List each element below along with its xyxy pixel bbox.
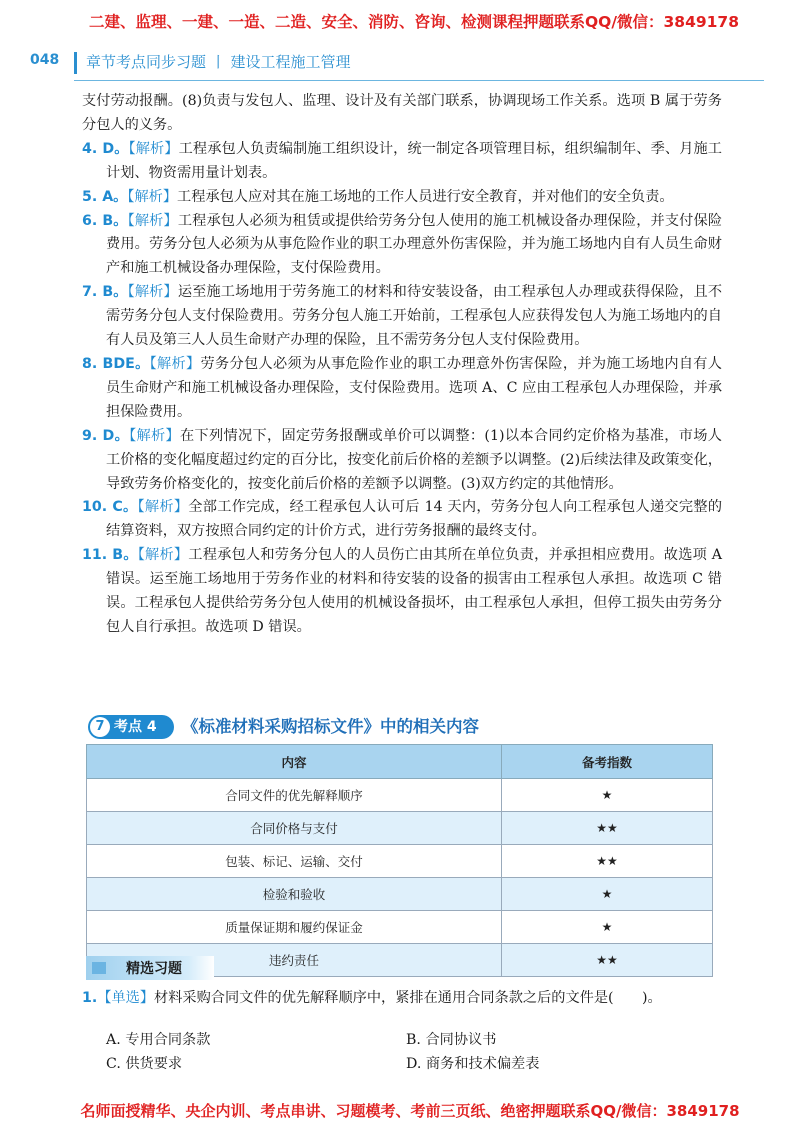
answer-text: 运至施工场地用于劳务施工的材料和待安装设备，由工程承包人办理或获得保险，且不需劳务分包人支付保险费用。劳务分包人施工开始前，工程承包人应获得发包人为施工场地内的自有人员及第三人人员生命财产办理的保险，且不需劳务分包人支付保险费用。 [106, 284, 723, 349]
section-square-icon [92, 962, 106, 974]
option-c: C. 供货要求 [106, 1056, 183, 1072]
key-point-title: 《标准材料采购招标文件》中的相关内容 [182, 717, 479, 736]
table-cell-stars: ★★ [502, 944, 713, 977]
answer-number: 4. D。 [82, 140, 129, 157]
table-cell-stars: ★ [502, 878, 713, 911]
table-row [87, 911, 713, 944]
answer-text: 劳务分包人必须为从事危险作业的职工办理意外伤害保险，并为施工场地内自有人员生命财产和施工机械设备办理保险，支付保险费用。选项 A、C 应由工程承包人办理保险，并承担保险费用。 [106, 355, 722, 420]
answer-number: 7. B。 [82, 284, 128, 301]
answer-item [82, 210, 722, 282]
key-point-table [86, 744, 713, 977]
answer-text: 在下列情况下，固定劳务报酬或单价可以调整：(1)以本合同约定价格为基准，市场人工价格的变化幅度超过约定的百分比，按变化前后价格的差额予以调整。(2)后续法律及政策变化，导致劳务价格变化的，按变化前后价格的差额予以调整。(3)双方约定的其他情形。 [106, 427, 722, 492]
table-row [87, 845, 713, 878]
top-banner: 二建、监理、一建、一造、二造、安全、消防、咨询、检测课程押题联系QQ/微信：3849178 [88, 13, 739, 31]
analysis-tag: 【解析】 [137, 499, 189, 516]
analysis-tag: 【解析】 [129, 427, 180, 444]
table-cell-stars: ★ [502, 779, 713, 812]
answer-number: 6. B。 [82, 212, 128, 229]
answer-item [82, 544, 722, 640]
table-cell-content: 违约责任 [87, 944, 502, 977]
question-type-tag: 【单选】 [97, 990, 155, 1006]
answer-text: 工程承包人负责编制施工组织设计，统一制定各项管理目标，组织编制年、季、月施工计划、物资需用量计划表。 [106, 140, 722, 181]
table-cell-content: 检验和验收 [87, 878, 502, 911]
answer-item [82, 138, 722, 186]
table-cell-stars: ★★ [502, 845, 713, 878]
answer-number: 8. BDE。 [82, 355, 150, 372]
analysis-tag: 【解析】 [127, 212, 178, 229]
header-rule [74, 80, 764, 81]
table-row [87, 779, 713, 812]
question-number: 1. [82, 990, 98, 1006]
page-number: 048 [30, 52, 60, 68]
option-d: D. 商务和技术偏差表 [406, 1056, 540, 1072]
table-cell-content: 合同文件的优先解释顺序 [87, 779, 502, 812]
table-cell-content: 合同价格与支付 [87, 812, 502, 845]
footer-banner: 名师面授精华、央企内训、考点串讲、习题模考、考前三页纸、绝密押题联系QQ/微信：3849178 [80, 1102, 740, 1120]
header-title: 章节考点同步习题 丨 建设工程施工管理 [86, 53, 351, 71]
analysis-tag: 【解析】 [137, 547, 189, 564]
option-b: B. 合同协议书 [406, 1032, 497, 1048]
continuation-text: 支付劳动报酬。(8)负责与发包人、监理、设计及有关部门联系，协调现场工作关系。选项 B 属于劳务分包人的义务。 [82, 93, 722, 133]
key-point-label: 考点 4 [114, 719, 157, 735]
answer-text: 全部工作完成，经工程承包人认可后 14 天内，劳务分包人向工程承包人递交完整的结算资料，双方按照合同约定的计价方式，进行劳务报酬的最终支付。 [106, 499, 723, 540]
answer-number: 11. B。 [82, 547, 138, 564]
table-cell-content: 包装、标记、运输、交付 [87, 845, 502, 878]
answer-item [82, 186, 722, 210]
key-point-badge [88, 715, 174, 739]
table-row [87, 812, 713, 845]
analysis-tag: 【解析】 [127, 284, 178, 301]
page-header [30, 50, 770, 76]
table-header-row [87, 745, 713, 779]
answer-item [82, 353, 722, 425]
option-a: A. 专用合同条款 [106, 1032, 211, 1048]
table-cell-stars: ★★ [502, 812, 713, 845]
exercises-heading-label: 精选习题 [126, 961, 182, 977]
table-cell-stars: ★ [502, 911, 713, 944]
table-cell-content: 质量保证期和履约保证金 [87, 911, 502, 944]
table-header-content: 内容 [87, 745, 502, 779]
exercises-heading [86, 956, 214, 980]
answer-section [82, 90, 722, 640]
analysis-tag: 【解析】 [128, 140, 179, 157]
question-1 [82, 986, 722, 1010]
table-header-index: 备考指数 [502, 745, 713, 779]
answer-number: 5. A。 [82, 188, 128, 205]
answer-item [82, 425, 722, 497]
answer-text: 工程承包人应对其在施工场地的工作人员进行安全教育，并对他们的安全负责。 [177, 188, 674, 205]
answer-item [82, 281, 722, 353]
analysis-tag: 【解析】 [127, 188, 178, 205]
table-row [87, 878, 713, 911]
question-text: 材料采购合同文件的优先解释顺序中，紧排在通用合同条款之后的文件是( )。 [154, 990, 662, 1006]
answer-item [82, 496, 722, 544]
answer-text: 工程承包人必须为租赁或提供给劳务分包人使用的施工机械设备办理保险，并支付保险费用。劳务分包人必须为从事危险作业的职工办理意外伤害保险，并为施工场地内自有人员生命财产和施工机械设备办理保险，支付保险费用。 [106, 212, 723, 277]
answer-number: 10. C。 [82, 499, 138, 516]
answer-number: 9. D。 [82, 427, 130, 444]
header-divider [74, 52, 77, 74]
answer-text: 工程承包人和劳务分包人的人员伤亡由其所在单位负责，并承担相应费用。故选项 A 错误。运至施工场地用于劳务作业的材料和待安装的设备的损害由工程承包人承担。故选项 C 错误。工程承包人提供给劳务分包人使用的机械设备损坏，由工程承包人承担，但停工损失由劳务分包人自行承担。故选项 D 错误。 [106, 547, 723, 635]
analysis-tag: 【解析】 [149, 355, 201, 372]
key-point-number: 7 [90, 717, 110, 737]
